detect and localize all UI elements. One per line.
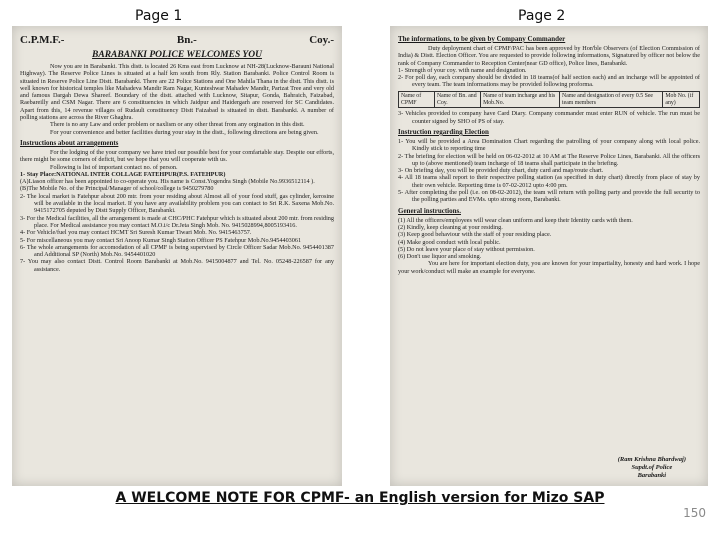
lodging-paragraph: For the lodging of the your company we have tried our possible best for your comfartable stay. Despite our efforts, there might be some corners of deficit, but we hope that you will cooperate with us.	[20, 148, 334, 164]
table-row	[399, 91, 700, 108]
page-2-label: Page 2	[518, 8, 566, 24]
directions-paragraph: For your convenience and better facilities during your stay in the distt., following directions are being given.	[50, 128, 319, 136]
stay-place-item: 1- Stay Place:NATIONAL INTER COLLAGE FATEHPUR(P.S. FATEHPUR)	[20, 170, 226, 178]
vehicle-card-item: 3- Vehicles provided to company have Card Diary. Company commander must enter RUN of vehicle. The run must be counter signed by SHO of PS of stay.	[398, 110, 700, 125]
signatory-location: Barabanki	[637, 472, 667, 479]
signatory-name: (Ram Krishna Bhardwaj)	[617, 456, 686, 463]
election-item-3: 3- On briefing day, you will be provided duty chart, duty card and map/route chart.	[398, 167, 604, 175]
table-header-cell: Name of team incharge and his Mob.No.	[481, 91, 560, 108]
page-1-label: Page 1	[135, 8, 183, 24]
election-item-2: 2- The briefing for election will be held on 06-02-2012 at 10 AM at The Reserve Police Lines, Barabanki. All the officers up to (above mentioned) team incharge of 18 teams shall participate in the briefing.	[398, 152, 700, 167]
election-item-1: 1- You will be provided a Area Domination Chart regarding the patrolling of your company along with local police. Kindly stick to reporting time	[398, 137, 700, 153]
page-1-scan	[12, 26, 342, 486]
table-header-cell: Mob No. (if any)	[663, 91, 700, 108]
poll-day-item: 2- For poll day, each company should be divided in 18 teams(of half section each) and an incharge will be appointed of every team. The team informations may be provided following proforma.	[398, 74, 700, 89]
signatory-designation: Supdt.of Police	[631, 464, 673, 471]
arrangements-section-title: Instructions about arrangements	[20, 138, 119, 147]
closing-paragraph: You are here for important election duty, you are known for your impartiality, honesty and hard work. I hope your work/conduct will make an example for everyone.	[398, 260, 700, 275]
general-item-6: (6) Don't use liquor and smoking.	[398, 253, 482, 261]
table-header-cell: Name of CPMF	[399, 91, 435, 108]
general-item-3: (3) Keep good behaviour with the staff of your residing place.	[398, 231, 552, 239]
bn-field: Bn.-	[176, 34, 197, 46]
signature-block	[618, 456, 686, 480]
deployment-paragraph: Duty deployment chart of CPMF/PAC has been approved by Hon'ble Observers (of Election Commission of India) & Distt. Election Officer. You are requested to provide following informations, Signatured by officer not below the rank of Company Commander to Reception Center(near GD office), Police lines, Barabanki.	[398, 45, 700, 67]
page-2-scan	[390, 26, 708, 486]
medical-item: 3- For the Medical facilities, all the arrangement is made at CHC/PHC Fatehpur which is situated about 200 mtr. from residing place. For Medical assistance you may contact M.O.i/c Dr.Jeta Singh Mob. No. 9415028994,8005193416.	[20, 214, 334, 229]
election-item-5: 5- After completing the poll (i.e. on 08-02-2012), the team will return with polling party and provide the full security to the polling parties and EVMs. upto strong room, Barabanki.	[398, 189, 700, 204]
vehicle-fuel-item: 4- For Vehicle/fuel you may contact HCMT Sri Suresh Kumar Tiwari Mob. No. 9415463757.	[20, 229, 252, 237]
market-item: 2- The local market is Fatehpur about 200 mtr. from your residing about Almost all of your food stuff, gas cylinder, kerosine will be available in the local market. If you have any availability problem you can contact to Sri R.K. Saxena Mob.No. 9415172705 deputed by Distt Supply Officer, Barabanki.	[20, 192, 334, 215]
table-header-cell: Name and designation of every 0.5 See team members	[560, 91, 663, 108]
slide-number: 150	[683, 506, 706, 520]
general-item-1: (1) All the officers/employees will wear clean uniform and keep their Identity cards with them.	[398, 216, 633, 224]
strength-item: 1- Strength of your coy. with name and designation.	[398, 66, 527, 74]
supervision-item: 6- The whole arrangements for accomodation of all CPMF is being supervised by Circle Officer Sadar Mob.No. 9454401387 and Additional SP (North) Mob.No. 9454401020	[20, 243, 334, 259]
table-header-cell: Name of Bn. and Coy.	[434, 91, 480, 108]
welcome-title: BARABANKI POLICE WELCOMES YOU	[92, 50, 262, 60]
slide-caption: A WELCOME NOTE FOR CPMF- an English version for Mizo SAP	[115, 490, 605, 506]
general-section-title: General instructions.	[398, 206, 461, 215]
proforma-table	[398, 91, 700, 109]
law-order-paragraph: There is no any Law and order problem or naxlism or any other threat from any orgination in this distt.	[50, 121, 305, 129]
control-room-item: 7- You may also contact Distt. Control Room Barabanki at Mob.No. 9415004877 and Tel. No. 05248-226587 for any assistance.	[20, 258, 334, 273]
general-item-5: (5) Do not leave your place of stay without permission.	[398, 245, 535, 253]
liaison-officer-item: (A)Liason officer has been appointed to co-operate you. His name is Const.Yogendra Singh (Mobile No.9936512114 ).	[20, 178, 315, 186]
coy-field: Coy.-	[309, 34, 334, 46]
cpmf-field: C.P.M.F.-	[20, 34, 65, 46]
miscellaneous-item: 5- For miscellaneous you may contact Sri Anoop Kumar Singh Station Officer PS Fatehpur Mob.No.9454403061	[20, 236, 302, 244]
election-item-4: 4- All 18 teams shall report to their respective polling station (as specified in duty chart) directly from place of stay by their own vehicle. Reporting time is 07-02-2012 upto 4:00 pm.	[398, 174, 700, 189]
general-item-4: (4) Make good conduct with local public.	[398, 238, 501, 246]
page-1-header	[20, 34, 334, 46]
intro-paragraph: Now you are in Barabanki. This distt. is located 26 Kms east from Lucknow at NH-28(Lucknow-Barauni National Highway). The Reserve Police Lines is situated at a half km south from Rly. Station Barabanki. Police Control Room is situated in Reserve Police Line Distt. Barabanki. There are 22 Police Stations and One Mahila Thana in the distt. This distt. is well known for historical temples like Mahadeva Mandir Ram Nagar, Kunteshwar Mahadev Mandir, Parizat Tree and very old and famous Dargah Dewa Shareef. Boundary of the distt. attached with Lucknow, Sitapur, Gonda, Bahraich, Faizabad, Raebareilly and CSM Nagar. There are 6 constituencies in which Jaidpur and Haidergarh are reserved for SC Candidates. Apart from this, 14 revenue villages of Rudauli constituency Distt Faizabad is situated in distt. Barabanki. A number of polling stations are across the River Ghaghra.	[20, 63, 334, 122]
election-section-title: Instruction regarding Election	[398, 127, 489, 136]
principal-mobile-item: (B)The Mobile No. of the Principal/Manager of school/college is 9450279780	[20, 185, 214, 193]
general-item-2: (2) Kindly, keep cleaning at your residing.	[398, 223, 503, 231]
contacts-intro: Following is list of important contact no. of person.	[50, 163, 178, 171]
commander-info-section-title: The informations, to be given by Company Commander	[398, 35, 566, 43]
